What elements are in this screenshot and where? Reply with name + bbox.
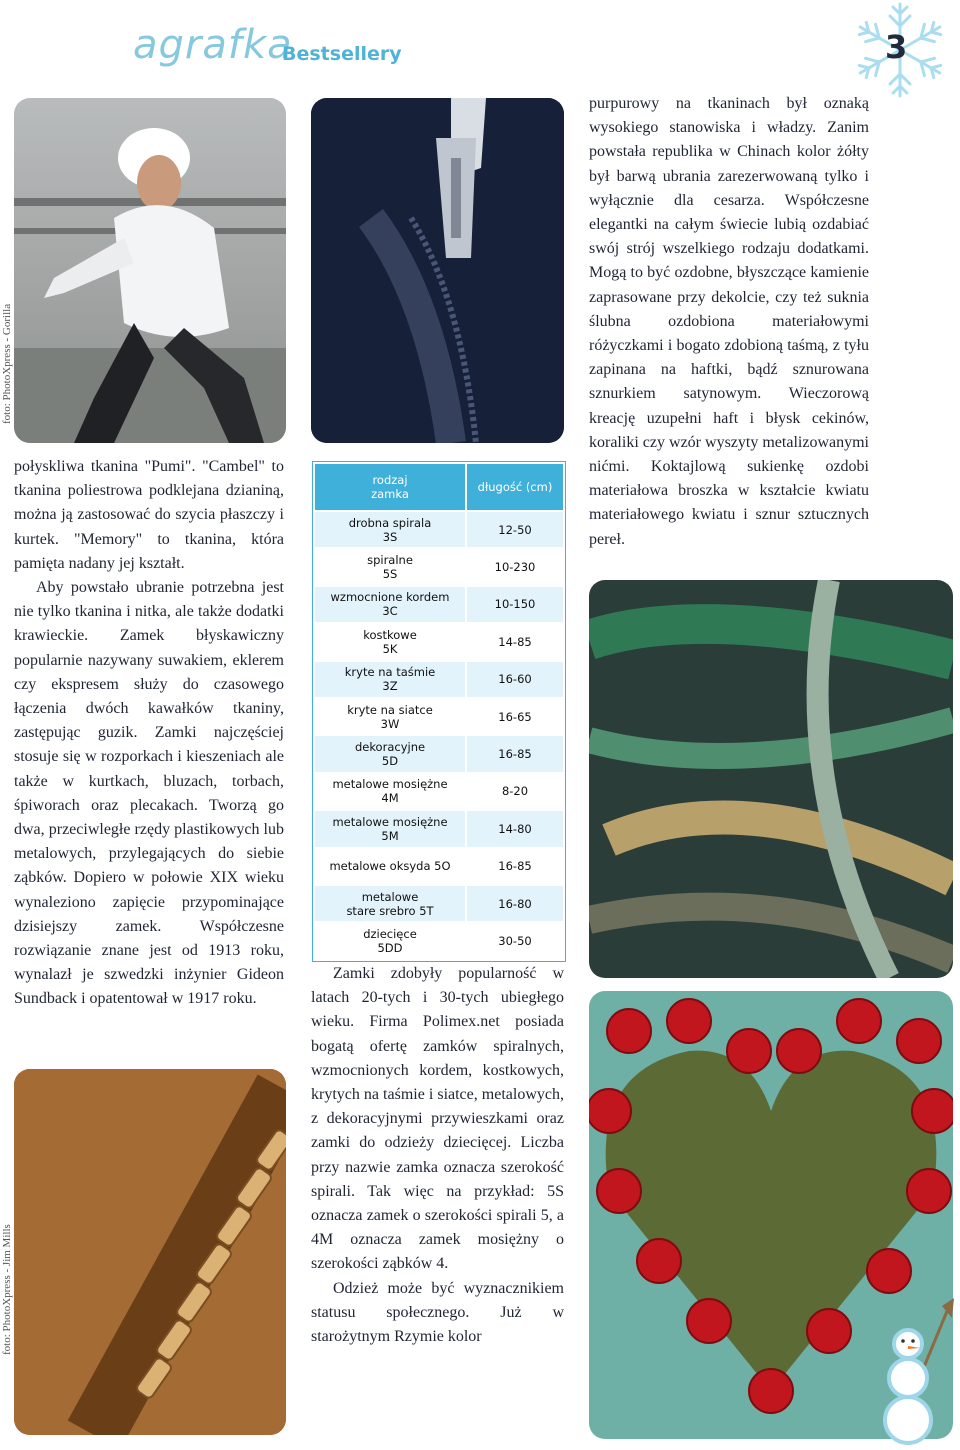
column-3-paragraph-1: purpurowy na tkaninach był oznaką wysokiego stanowiska i władzy. Zanim powstała republika w Chinach kolor żółty był barwą ubrania zarezerwowaną tylko i wyłącznie dla cesarza. Współczesne elegantki na całym świecie lubią ozdabiać swój strój wszelkiego rodzaju dodatkami. Mogą to być ozdobne, błyszczące kamienie zaprasowane przy dekolcie, czy też suknia ślubna ozdobiona materiałowymi różyczkami i bogato zdobioną taśmą, z tyłu zapinana na haftki, bądź sznurowana sznurkiem satynowym. Wieczorową kreację uzupełni haft i błysk cekinów, koraliki czy wzór wyszyty metalizowanymi nićmi. Koktajlową sukienkę ozdobi materiałowa broszka w kształcie kwiatu materiałowego kwiatu i sznur sztucznych pereł. — [589, 95, 869, 548]
column-1-paragraph-1: połyskliwa tkanina "Pumi". "Cambel" to tkanina poliestrowa podklejana dzianiną, można ją zastosować do szycia płaszczy i kurtek. "Memory" to tkanina, która pamięta nadany jej kształt. — [14, 458, 284, 572]
table-cell-length: 16-85 — [466, 848, 564, 885]
table-cell-type: dekoracyjne 5D — [314, 735, 466, 772]
table-cell-length: 8-20 — [466, 773, 564, 810]
page-number: 3 — [885, 28, 908, 66]
table-row — [314, 773, 564, 810]
snowman-icon — [872, 1296, 956, 1446]
table-cell-type: metalowe mosiężne 4M — [314, 773, 466, 810]
table-row — [314, 511, 564, 548]
table-row — [314, 922, 564, 959]
table-cell-type: metalowe oksyda 5O — [314, 848, 466, 885]
table-cell-length: 16-60 — [466, 661, 564, 698]
table-cell-length: 16-80 — [466, 885, 564, 922]
table-cell-length: 12-50 — [466, 511, 564, 548]
table-row — [314, 623, 564, 660]
zipper-table — [312, 461, 566, 962]
column-1-paragraph-2: Aby powstało ubranie potrzebna jest nie tylko tkanina i nitka, ale także dodatki krawieckie. Zamek błyskawiczny popularnie nazywany suwakiem, eklerem czy ekspresem służy do czasowego łączenia dwóch kawałków tkaniny, zastępując guzik. Zamki najczęściej stosuje się w rozporkach i kieszeniach ale także w kurtkach, bluzach, torbach, śpiworach oraz plecakach. Tworzą go dwa, przeciwległe rzędy plastikowych lub metalowych, przylegających do siebie ząbków. Dopiero w połowie XIX wieku wynaleziono zapięcie przypominające dzisiejszy zamek. Współczesne rozwiązanie znane jest od 1913 roku, wynalazł je szwedzki inżynier Gideon Sundback i opatentował w 1917 roku. — [14, 579, 284, 1008]
table-row — [314, 661, 564, 698]
column-2-paragraph-1: Zamki zdobyły popularność w latach 20-tych i 30-tych ubiegłego wieku. Firma Polimex.net posiada bogatą ofertę zamków spiralnych, wzmocnionych kordem, kostkowych, krytych na taśmie i siatce, metalowych, z dekoracyjnymi przywieszkami oraz zamki do odzieży dziecięcej. Liczba przy nazwie zamka oznacza szerokość spirali. Tak więc na przykład: 5S oznacza zamek o szerokości spirali 5, a 4M oznacza zamek mosiężny o szerokości ząbków 4. — [311, 965, 564, 1273]
section-title: Bestsellery — [282, 43, 402, 65]
table-cell-type: metalowe mosiężne 5M — [314, 810, 466, 847]
table-cell-length: 14-80 — [466, 810, 564, 847]
table-row — [314, 586, 564, 623]
table-cell-length: 16-65 — [466, 698, 564, 735]
table-cell-length: 10-150 — [466, 586, 564, 623]
table-cell-type: wzmocnione kordem 3C — [314, 586, 466, 623]
table-cell-length: 10-230 — [466, 548, 564, 585]
magazine-logo: agrafka — [133, 22, 293, 68]
table-cell-length: 30-50 — [466, 922, 564, 959]
zipper-closeup-photo — [311, 98, 564, 443]
table-row — [314, 698, 564, 735]
table-row — [314, 548, 564, 585]
table-cell-type: drobna spirala 3S — [314, 511, 466, 548]
table-row — [314, 885, 564, 922]
photo-credit-top: foto: PhotoXpress - Gorilla — [1, 303, 13, 424]
table-header-length: długość (cm) — [466, 463, 564, 511]
table-cell-length: 16-85 — [466, 735, 564, 772]
table-cell-type: kostkowe 5K — [314, 623, 466, 660]
column-2-text — [311, 962, 564, 1349]
table-cell-type: kryte na taśmie 3Z — [314, 661, 466, 698]
table-cell-type: spiralne 5S — [314, 548, 466, 585]
table-row — [314, 848, 564, 885]
column-2-paragraph-2: Odzież może być wyznacznikiem statusu społecznego. Już w starożytnym Rzymie kolor — [311, 1279, 564, 1346]
sequins-photo — [589, 580, 953, 978]
table-cell-type: metalowe stare srebro 5T — [314, 885, 466, 922]
table-row — [314, 810, 564, 847]
photo-credit-bottom: foto: PhotoXpress - Jim Mills — [1, 1224, 13, 1355]
table-cell-type: dziecięce 5DD — [314, 922, 466, 959]
table-cell-type: kryte na siatce 3W — [314, 698, 466, 735]
table-cell-length: 14-85 — [466, 623, 564, 660]
column-3-text — [589, 92, 869, 552]
table-row — [314, 735, 564, 772]
brass-zipper-photo — [14, 1069, 286, 1435]
table-header-type: rodzaj zamka — [314, 463, 466, 511]
column-1-text — [14, 455, 284, 1012]
runner-photo — [14, 98, 286, 443]
